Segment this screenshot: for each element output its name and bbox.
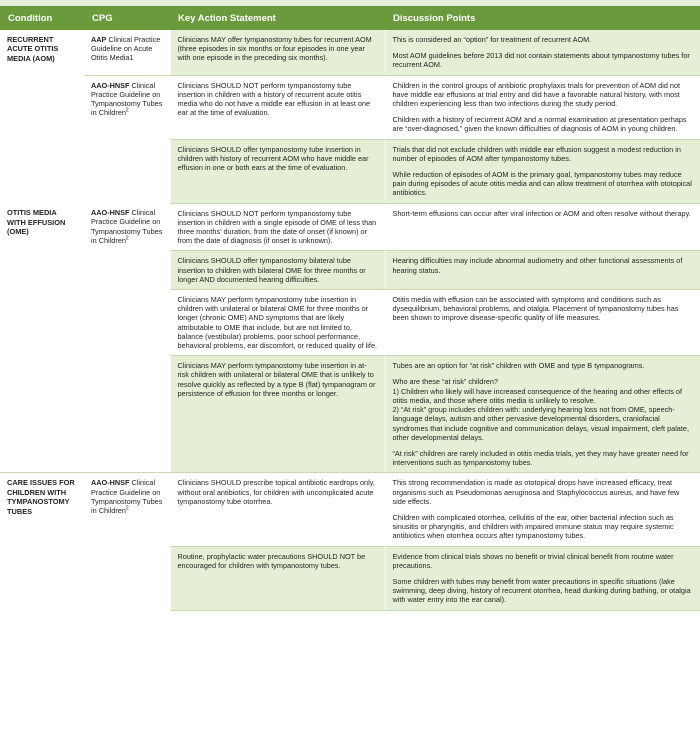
condition-cell: CARE ISSUES FOR CHILDREN WITH TYMPANOSTOMY TUBES — [7, 478, 75, 516]
header-row — [0, 6, 700, 30]
table-row — [0, 473, 700, 546]
header-cpg: CPG — [84, 6, 170, 30]
discussion-cell: Short-term effusions can occur after viral infection or AOM and often resolve without therapy. — [385, 203, 700, 251]
discussion-cell: Otitis media with effusion can be associated with symptoms and conditions such as dysequilibrium, behavioral problems, and otalgia. Placement of tympanostomy tubes has been shown to improve disease-specific quality of life measures. — [385, 290, 700, 356]
kas-cell: Clinicians SHOULD prescribe topical antibiotic eardrops only, without oral antibiotics, for children with uncomplicated acute tympanostomy tube otorrhea. — [170, 473, 385, 546]
header-kas: Key Action Statement — [170, 6, 385, 30]
cpg-cell: AAP Clinical Practice Guideline on Acute Otitis Media1 — [84, 30, 170, 75]
kas-cell: Clinicians SHOULD offer tympanostomy tube insertion in children with history of recurrent AOM who have middle ear effusion in one or both ears at the time of evaluation. — [170, 139, 385, 203]
discussion-cell: Evidence from clinical trials shows no benefit or trivial clinical benefit from routine water precautions. Some children with tubes may benefit from water precautions in specific situations (lake swimming, deep diving, history of recurrent otorrhea, head dunking during bathing, or otalgia with water entry into the ear canal). — [385, 546, 700, 610]
kas-cell: Clinicians SHOULD offer tympanostomy bilateral tube insertion to children with bilateral OME for three months or longer AND documented hearing difficulties. — [170, 251, 385, 290]
kas-cell: Clinicians MAY perform tympanostomy tube insertion in children with unilateral or bilateral OME for three months or longer (chronic OME) AND symptoms that are likely attributable to OME that include, but are not limited to, balance (vestibular) problems, poor school performance, behavioral problems, ear discomfort, or reduced quality of life. — [170, 290, 385, 356]
kas-cell: Clinicians SHOULD NOT perform tympanostomy tube insertion in children with a history of recurrent acute otitis media who do not have a middle ear effusion in at least one ear at the time of evaluation. — [170, 75, 385, 139]
table-row — [0, 75, 700, 139]
kas-cell: Clinicians SHOULD NOT perform tympanostomy tube insertion in children with a single episode of OME of less than three months’ duration, from the date of onset (if known) or from the date of diagnosis (if onset is unknown). — [170, 203, 385, 251]
guideline-table — [0, 6, 700, 611]
cpg-cell: AAO-HNSF Clinical Practice Guideline on Tympanostomy Tubes in Children$^2$ — [91, 80, 163, 118]
discussion-cell: Children in the control groups of antibiotic prophylaxis trials for prevention of AOM did not have middle ear effusions at trial entry and did have a favorable natural history, with most children experiencing less than two infections during the study period. Children with a history of recurrent AOM and a normal examination at presentation perhaps are “over-diagnosed,” given the known difficulties of diagnosis of AOM in young children. — [385, 75, 700, 139]
header-discussion: Discussion Points — [385, 6, 700, 30]
discussion-cell: This is considered an “option” for treatment of recurrent AOM. Most AOM guidelines before 2013 did not contain statements about tympanostomy tubes for recurrent AOM. — [385, 30, 700, 75]
discussion-cell: Tubes are an option for “at risk” children with OME and type B tympanograms. Who are these “at risk” children? 1) Children who likely will have increased consequence of the hearing and other effects of otitis media, and those where otitis media is unlikely to resolve. 2) “At risk” group includes children with: underlying hearing loss not from OME, speech-language delays, autism and other pervasive developmental disorders, craniofacial syndromes that include cognitive and communication delays, visual impairment, cleft palate, other developmental delays. “At risk” children are rarely included in otitis media trials, yet they may have greater need for interventions such as tympanostomy tubes. — [385, 356, 700, 473]
condition-cell: RECURRENT ACUTE OTITIS MEDIA (AOM) — [7, 35, 59, 63]
discussion-cell: Trials that did not exclude children with middle ear effusion suggest a modest reduction in number of episodes of AOM after tympanostomy tubes. While reduction of episodes of AOM is the primary goal, tympanostomy tubes may reduce pain during episodes of acute otitis media and can allow treatment of otorrhea with ototopical antibiotics. — [385, 139, 700, 203]
cpg-cell: AAO-HNSF Clinical Practice Guideline on Tympanostomy Tubes in Children$^2$ — [91, 478, 163, 515]
kas-cell: Clinicians MAY offer tympanostomy tubes for recurrent AOM (three episodes in six months or four episodes in one year with one episode in the preceding six months). — [170, 30, 385, 75]
condition-cell: OTITIS MEDIA WITH EFFUSION (OME) — [0, 203, 84, 473]
discussion-cell: Hearing difficulties may include abnormal audiometry and other functional assessments of hearing status. — [385, 251, 700, 290]
header-condition: Condition — [0, 6, 84, 30]
kas-cell: Clinicians MAY perform tympanostomy tube insertion in at-risk children with unilateral or bilateral OME that is unlikely to resolve quickly as reflected by a type B (flat) tympanogram or persistence of effusion for three months or longer. — [170, 356, 385, 473]
table-row — [0, 203, 700, 251]
table-row — [0, 30, 700, 75]
kas-cell: Routine, prophylactic water precautions SHOULD NOT be encouraged for children with tympanostomy tubes. — [170, 546, 385, 610]
cpg-cell: AAO-HNSF Clinical Practice Guideline on Tympanostomy Tubes in Children$^2$ — [84, 203, 170, 473]
discussion-cell: This strong recommendation is made as ototopical drops have increased efficacy, treat organisms such as Pseudomonas aeruginosa and Staphylococcus aureus, and have few side effects. Children with complicated otorrhea, cellulitis of the ear, other bacterial infection such as sinusitis or pharyngitis, and children with impaired immune status may require systemic antibiotics when otorrhea occurs after tympanostomy tubes. — [385, 473, 700, 546]
